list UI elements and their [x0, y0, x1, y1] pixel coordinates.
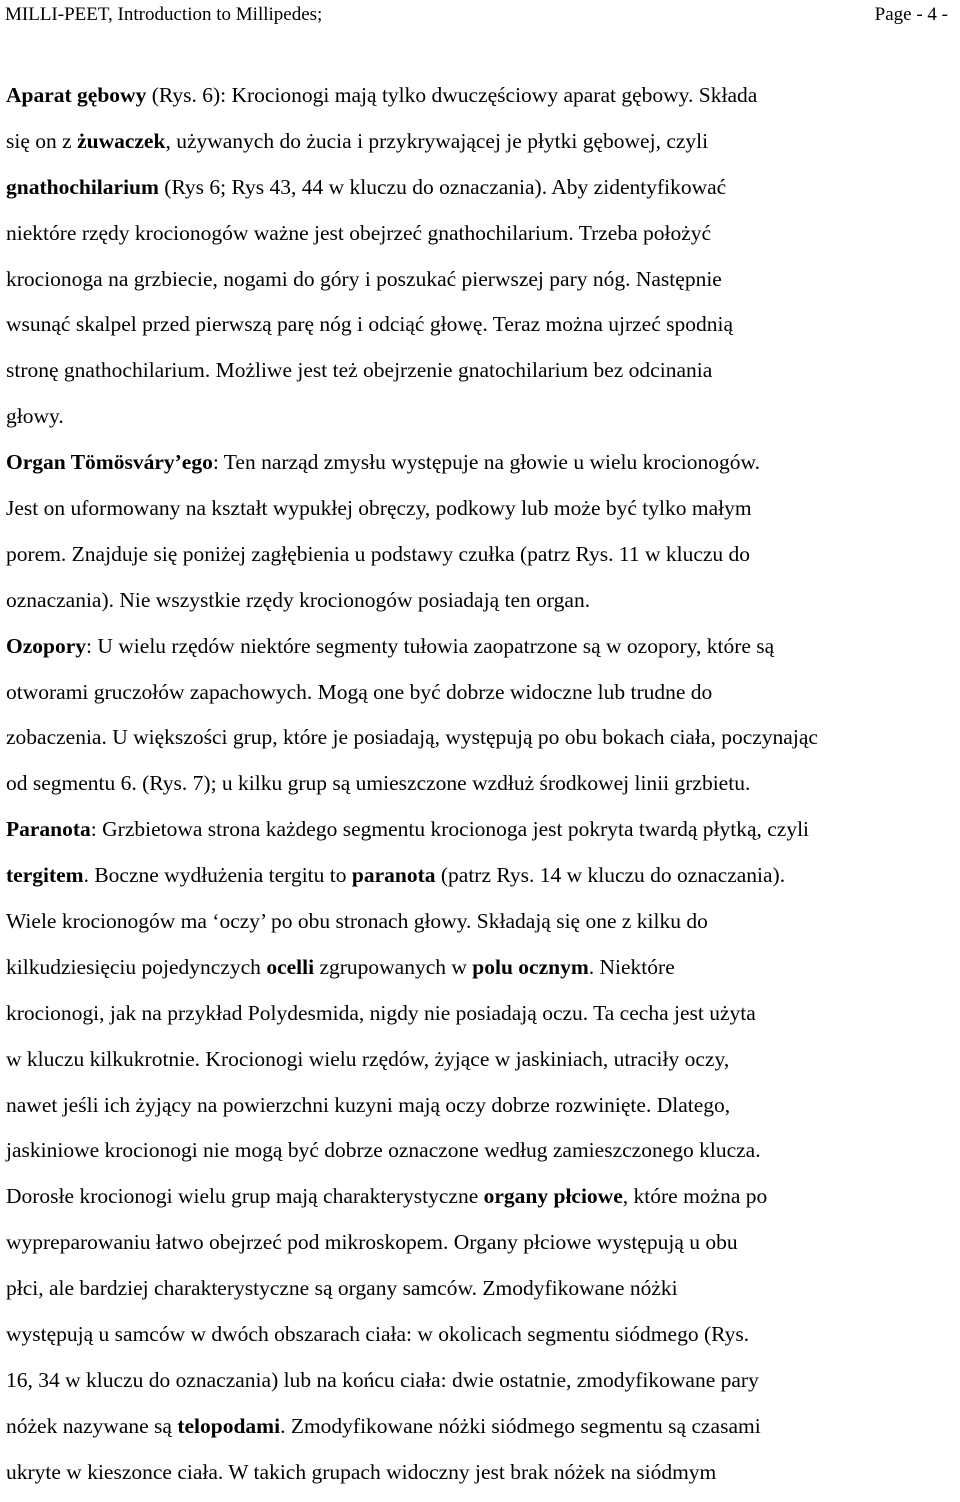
text-line: [6, 1174, 956, 1220]
text-line: [6, 578, 956, 624]
text-line: [6, 302, 956, 348]
text-run: , które można po: [622, 1184, 768, 1209]
text-run: jaskiniowe krocionogi nie mogą być dobrze oznaczone według zamieszczonego klucza.: [6, 1138, 761, 1163]
text-run: (Rys 6; Rys 43, 44 w kluczu do oznaczania). Aby zidentyfikować: [158, 174, 727, 199]
text-line: [6, 853, 956, 899]
text-line: [6, 165, 956, 211]
text-run: oznaczania). Nie wszystkie rzędy krocionogów posiadają ten organ.: [6, 587, 591, 612]
text-run: : Ten narząd zmysłu występuje na głowie u wielu krocionogów.: [212, 450, 761, 475]
text-line: [6, 991, 956, 1037]
text-run: . Boczne wydłużenia tergitu to: [83, 863, 352, 888]
header-document-title: MILLI-PEET, Introduction to Millipedes;: [5, 4, 323, 25]
text-run: głowy.: [6, 404, 64, 429]
bold-term: organy płciowe: [483, 1184, 623, 1209]
text-run: wsunąć skalpel przed pierwszą parę nóg i odciąć głowę. Teraz można ujrzeć spodnią: [6, 312, 734, 337]
bold-term: tergitem: [6, 863, 84, 888]
text-run: : Grzbietowa strona każdego segmentu krocionoga jest pokryta twardą płytką, czyli: [90, 817, 810, 842]
text-line: [6, 1404, 956, 1450]
bold-term: polu ocznym: [472, 954, 589, 979]
text-run: stronę gnathochilarium. Możliwe jest też obejrzenie gnatochilarium bez odcinania: [6, 358, 713, 383]
text-line: [6, 807, 956, 853]
text-line: [6, 1220, 956, 1266]
text-run: zobaczenia. U większości grup, które je posiadają, występują po obu bokach ciała, poczynając: [6, 725, 818, 750]
text-line: [6, 899, 956, 945]
header-page-number: Page - 4 -: [874, 4, 948, 25]
text-line: [6, 119, 956, 165]
text-line: [6, 211, 956, 257]
bold-term: Paranota: [6, 817, 91, 842]
text-line: [6, 394, 956, 440]
text-run: się on z: [6, 128, 78, 153]
text-run: kilkudziesięciu pojedynczych: [6, 954, 267, 979]
text-run: płci, ale bardziej charakterystyczne są organy samców. Zmodyfikowane nóżki: [6, 1276, 678, 1301]
text-line: [6, 1083, 956, 1129]
bold-term: Aparat gębowy: [6, 83, 147, 107]
bold-term: Ozopory: [6, 633, 87, 658]
text-run: , używanych do żucia i przykrywającej je płytki gębowej, czyli: [165, 128, 709, 153]
text-line: [6, 532, 956, 578]
bold-term: telopodami: [177, 1413, 281, 1438]
text-run: otworami gruczołów zapachowych. Mogą one być dobrze widoczne lub trudne do: [6, 679, 713, 704]
text-run: . Niektóre: [588, 954, 675, 979]
text-run: (patrz Rys. 14 w kluczu do oznaczania).: [435, 863, 786, 888]
bold-term: żuwaczek: [77, 128, 166, 153]
text-line: [6, 1450, 956, 1496]
text-line: [6, 1128, 956, 1174]
text-line: [6, 73, 956, 119]
text-line: [6, 257, 956, 303]
text-run: . Zmodyfikowane nóżki siódmego segmentu są czasami: [280, 1413, 761, 1438]
text-line: [6, 1266, 956, 1312]
text-run: : U wielu rzędów niektóre segmenty tułowia zaopatrzone są w ozopory, które są: [86, 633, 775, 658]
text-line: [6, 486, 956, 532]
text-line: [6, 945, 956, 991]
text-line: [6, 348, 956, 394]
text-run: (Rys. 6): Krocionogi mają tylko dwuczęściowy aparat gębowy. Składa: [146, 83, 758, 107]
text-run: nawet jeśli ich żyjący na powierzchni kuzyni mają oczy dobrze rozwinięte. Dlatego,: [6, 1092, 731, 1117]
text-line: [6, 715, 956, 761]
text-line: [6, 624, 956, 670]
text-run: niektóre rzędy krocionogów ważne jest obejrzeć gnathochilarium. Trzeba położyć: [6, 220, 712, 245]
document-body: [6, 73, 956, 1496]
text-run: zgrupowanych w: [314, 954, 473, 979]
bold-term: gnathochilarium: [6, 174, 159, 199]
bold-term: paranota: [351, 863, 436, 888]
text-line: [6, 1312, 956, 1358]
bold-term: Organ Tömösváry’ego: [6, 450, 213, 475]
page-header: [5, 2, 948, 28]
text-line: [6, 1358, 956, 1404]
text-run: od segmentu 6. (Rys. 7); u kilku grup są umieszczone wzdłuż środkowej linii grzbietu.: [6, 771, 751, 796]
text-run: ukryte w kieszonce ciała. W takich grupach widoczny jest brak nóżek na siódmym: [6, 1459, 717, 1484]
text-line: [6, 1037, 956, 1083]
text-run: wypreparowaniu łatwo obejrzeć pod mikroskopem. Organy płciowe występują u obu: [6, 1230, 738, 1255]
text-line: [6, 761, 956, 807]
text-run: krocionoga na grzbiecie, nogami do góry i poszukać pierwszej pary nóg. Następnie: [6, 266, 722, 291]
text-run: Jest on uformowany na kształt wypukłej obręczy, podkowy lub może być tylko małym: [6, 496, 752, 521]
text-run: porem. Znajduje się poniżej zagłębienia u podstawy czułka (patrz Rys. 11 w kluczu do: [6, 541, 751, 566]
text-run: krocionogi, jak na przykład Polydesmida, nigdy nie posiadają oczu. Ta cecha jest użyta: [6, 1000, 756, 1025]
text-run: 16, 34 w kluczu do oznaczania) lub na końcu ciała: dwie ostatnie, zmodyfikowane pary: [6, 1367, 759, 1392]
text-run: występują u samców w dwóch obszarach ciała: w okolicach segmentu siódmego (Rys.: [6, 1322, 750, 1347]
text-run: Wiele krocionogów ma ‘oczy’ po obu stronach głowy. Składają się one z kilku do: [6, 909, 708, 934]
text-line: [6, 440, 956, 486]
text-run: w kluczu kilkukrotnie. Krocionogi wielu rzędów, żyjące w jaskiniach, utraciły oczy,: [6, 1046, 730, 1071]
text-line: [6, 670, 956, 716]
text-run: Dorosłe krocionogi wielu grup mają charakterystyczne: [6, 1184, 484, 1209]
text-run: nóżek nazywane są: [6, 1413, 178, 1438]
bold-term: ocelli: [266, 954, 315, 979]
